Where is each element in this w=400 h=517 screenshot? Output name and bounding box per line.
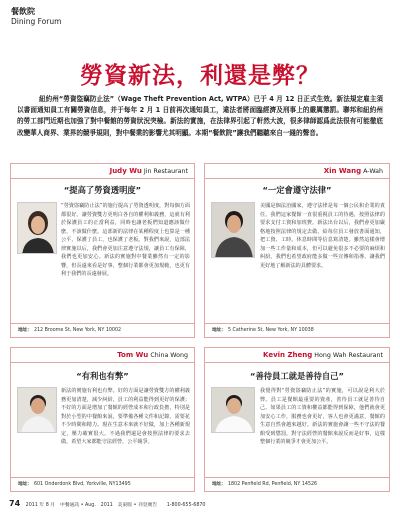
portrait-photo xyxy=(17,202,57,254)
interview-card-kevin-zheng xyxy=(204,347,390,492)
interviewee-name: Tom Wu xyxy=(117,351,149,359)
quote-heading: “提高了勞資透明度” xyxy=(63,185,142,195)
address xyxy=(205,323,389,337)
address-value: 212 Broome St, New York, NY 10002 xyxy=(33,328,122,333)
restaurant-name: A-Wah xyxy=(363,168,383,175)
section-header xyxy=(11,7,61,27)
address-label: 地址： xyxy=(212,482,227,487)
interview-card-xin-wang xyxy=(204,163,390,338)
card-header xyxy=(11,348,194,363)
interview-card-tom-wu xyxy=(10,347,195,492)
interview-text: “勞資盜竊防止法”的施行提高了勞資透明度，對每個方面都很好。讓勞資雙方更明白各自的權利和義務，這就有利於保護員工的正當利益，同時也讓老板們知道應該做什麼，不該做什麼。這部新的法律在某種程度上也算是一種公平，保護了員工，也保護了老板。對我們來說，這部法律實施以后，我們會更加注意遵守法規，讓員工有保障，我們也更加安心。新法的實施對中餐業雖然有一定的影響，但長遠來看是好事，整個行業都會更加規範，也更有利于我們的長遠發展。 xyxy=(61,203,190,277)
quote-heading: “一定會遵守法律” xyxy=(262,185,332,195)
interview-card-judy-wu xyxy=(10,163,195,338)
interview-text: 新法的實施有利也有弊。好的方面是讓勞資雙方的權利義務更加清楚，減少糾紛，員工的利益能得到更好的保護；不好的方面是增加了餐館的經營成本和行政負擔，特別是對於小型的中餐館來說，要準備各種文件和記錄，需要花不少時間和精力。現在生意本來就不好做，加上各種新規定，壓力確實很大。不過我們還是會按照法律的要求去做，希望大家都能守法經營，公平競爭。 xyxy=(61,388,190,445)
restaurant-name: Jin Restaurant xyxy=(143,168,188,175)
interview-text: 我覺得對“勞資盜竊防止法”的實施，可以說是利大於弊。員工是餐館最重要的資產，善待員工就是善待自己。如果員工的工資和權益都能得到保障，他們就會更加安心工作，服務也會更好，客人也會更滿意，餐館的生意自然會越來越好。新法的實施會讓一些不守法的餐館受到懲罰，對守法經營的餐館來說反而是好事，這樣整個行業的競爭才會更加公平。 xyxy=(260,388,385,445)
interviewee-name: Kevin Zheng xyxy=(263,351,313,359)
page-number: 74 xyxy=(9,499,21,508)
address-label: 地址： xyxy=(18,482,33,487)
address xyxy=(205,477,389,491)
restaurant-name: China Wong xyxy=(150,352,188,359)
portrait-photo xyxy=(211,387,255,433)
page-title: 勞資新法，利還是弊？ xyxy=(80,62,320,89)
address-label: 地址： xyxy=(18,328,33,333)
interviewee-name: Judy Wu xyxy=(109,167,142,175)
interviewee-name: Xin Wang xyxy=(323,167,362,175)
section-title-zh: 餐飲院 xyxy=(11,7,35,16)
quote-heading: “善待員工就是善待自己” xyxy=(250,371,344,381)
interview-text: 美國是個法治國家，遵守法律是每一個公民和企業的責任。我們這家餐館一直很重視員工的待遇，按照法律的要求支付工資和加班費。新法出台以后，我們會更加嚴格地按照法律的規定去做，給每位員工發放書面通知，把工資、工時、休息時間等信息寫清楚。雖然這樣會增加一些工作量和成本，但可以避免很多不必要的麻煩和糾紛。我們也希望政府能多做一些宣傳和指導，讓我們更好地了解新法的具體要求。 xyxy=(260,203,385,269)
restaurant-name: Hong Wah Restaurant xyxy=(314,352,383,359)
footer-text: 2011 年 8 月 中餐通訊 • Aug. 2011 美東版 • 刊登廣告 1-800-655-6870 xyxy=(25,503,206,508)
address-value: 1802 Penfield Rd, Penfield, NY 14526 xyxy=(227,482,318,487)
portrait-photo xyxy=(17,387,57,433)
address-value: 601 Onderdonk Blvd, Yorkville, NY13495 xyxy=(33,482,131,487)
portrait-photo xyxy=(211,202,255,258)
page-footer xyxy=(0,500,400,510)
address-label: 地址： xyxy=(212,328,227,333)
intro-paragraph: 紐約州“勞資盜竊防止法”（Wage Theft Prevention Act, WTPA）已于 4 月 12 日正式生效。新法規定雇主須以書面通知員工有關勞資信息，并于每年 2 月 1 日前再次通知員工，違法者將面臨經濟及刑事上的嚴厲懲罰。聯邦和紐約州的勞工部門近期也加強了對中餐館的勞資狀況突檢。新法的實施，在法律界引起了軒然大波，很多律師認爲此法很有可能徹底改變華人商界、業界的競爭規則，對中餐業的影響尤其明顯。本期“餐飲院”讓我們聽聽來自一綫的聲音。 xyxy=(17,95,383,137)
section-title-en: Dining Forum xyxy=(11,17,62,26)
card-header xyxy=(11,164,194,179)
card-header xyxy=(205,164,389,179)
address xyxy=(11,477,194,491)
address xyxy=(11,323,194,337)
quote-heading: “有利也有弊” xyxy=(76,371,129,381)
card-header xyxy=(205,348,389,363)
address-value: 5 Catherine St, New York, NY 10038 xyxy=(227,328,314,333)
